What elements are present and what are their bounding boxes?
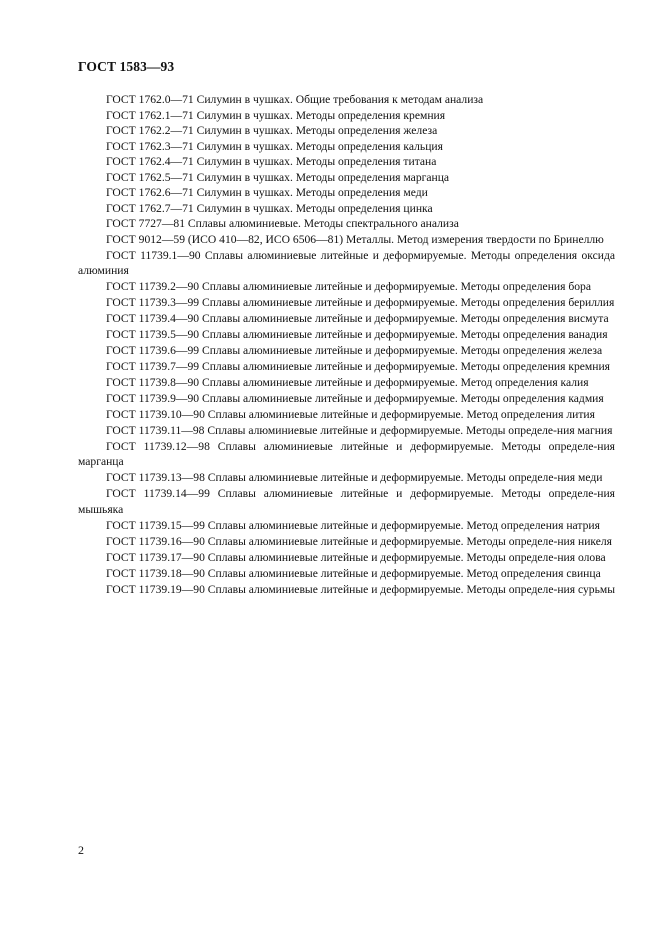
page-number: 2 bbox=[78, 843, 84, 857]
reference-item: ГОСТ 1762.3—71 Силумин в чушках. Методы определения кальция bbox=[106, 139, 443, 153]
reference-item: ГОСТ 11739.9—90 Сплавы алюминиевые литейные и деформируемые. Методы определения кадмия bbox=[106, 391, 604, 405]
reference-item: ГОСТ 11739.1—90 Сплавы алюминиевые литейные и деформируемые. Методы определения оксида алюминия bbox=[78, 248, 615, 277]
reference-item: ГОСТ 11739.15—99 Сплавы алюминиевые литейные и деформируемые. Метод определения натрия bbox=[106, 518, 600, 532]
reference-item: ГОСТ 11739.19—90 Сплавы алюминиевые литейные и деформируемые. Методы определе-ния сурьмы bbox=[106, 582, 615, 596]
reference-item: ГОСТ 11739.2—90 Сплавы алюминиевые литейные и деформируемые. Методы определения бора bbox=[106, 280, 591, 293]
reference-item: ГОСТ 11739.6—99 Сплавы алюминиевые литейные и деформируемые. Методы определения железа bbox=[106, 343, 603, 357]
reference-item: ГОСТ 7727—81 Сплавы алюминиевые. Методы спектрального анализа bbox=[106, 217, 459, 230]
reference-item: ГОСТ 11739.18—90 Сплавы алюминиевые литейные и деформируемые. Метод определения свинца bbox=[106, 566, 601, 580]
reference-item: ГОСТ 11739.3—99 Сплавы алюминиевые литейные и деформируемые. Методы определения бериллия bbox=[106, 295, 615, 309]
reference-item: ГОСТ 11739.7—99 Сплавы алюминиевые литейные и деформируемые. Методы определения кремния bbox=[106, 359, 610, 373]
reference-item: ГОСТ 11739.10—90 Сплавы алюминиевые литейные и деформируемые. Метод определения лития bbox=[106, 407, 595, 421]
reference-item: ГОСТ 1762.2—71 Силумин в чушках. Методы определения железа bbox=[106, 124, 438, 137]
reference-item: ГОСТ 11739.11—98 Сплавы алюминиевые литейные и деформируемые. Методы определе-ния магния bbox=[106, 423, 613, 437]
reference-item: ГОСТ 1762.0—71 Силумин в чушках. Общие требования к методам анализа bbox=[106, 93, 484, 106]
reference-item: ГОСТ 1762.4—71 Силумин в чушках. Методы определения титана bbox=[106, 155, 437, 168]
reference-item: ГОСТ 11739.14—99 Сплавы алюминиевые литейные и деформируемые. Методы определе-ния мышьяка bbox=[78, 487, 615, 516]
reference-item: ГОСТ 1762.7—71 Силумин в чушках. Методы определения цинка bbox=[106, 201, 433, 215]
reference-item: ГОСТ 11739.8—90 Сплавы алюминиевые литейные и деформируемые. Метод определения калия bbox=[106, 375, 589, 389]
reference-item: ГОСТ 11739.5—90 Сплавы алюминиевые литейные и деформируемые. Методы определения ванадия bbox=[106, 327, 608, 341]
reference-item: ГОСТ 9012—59 (ИСО 410—82, ИСО 6506—81) Металлы. Метод измерения твердости по Бринеллю bbox=[106, 232, 604, 246]
reference-item: ГОСТ 11739.16—90 Сплавы алюминиевые литейные и деформируемые. Методы определе-ния никеля bbox=[106, 534, 613, 548]
reference-item: ГОСТ 11739.13—98 Сплавы алюминиевые литейные и деформируемые. Методы определе-ния меди bbox=[106, 471, 603, 484]
reference-item: ГОСТ 11739.17—90 Сплавы алюминиевые литейные и деформируемые. Методы определе-ния олова bbox=[106, 550, 606, 564]
reference-item: ГОСТ 11739.4—90 Сплавы алюминиевые литейные и деформируемые. Методы определения висмута bbox=[106, 311, 609, 325]
reference-item: ГОСТ 1762.1—71 Силумин в чушках. Методы определения кремния bbox=[106, 108, 446, 122]
reference-item: ГОСТ 11739.12—98 Сплавы алюминиевые литейные и деформируемые. Методы определе-ния марганца bbox=[78, 439, 615, 468]
reference-item: ГОСТ 1762.6—71 Силумин в чушках. Методы определения меди bbox=[106, 186, 428, 199]
document-header: ГОСТ 1583—93 bbox=[78, 59, 175, 74]
reference-item: ГОСТ 1762.5—71 Силумин в чушках. Методы определения марганца bbox=[106, 170, 450, 184]
normative-references-list bbox=[78, 92, 615, 598]
